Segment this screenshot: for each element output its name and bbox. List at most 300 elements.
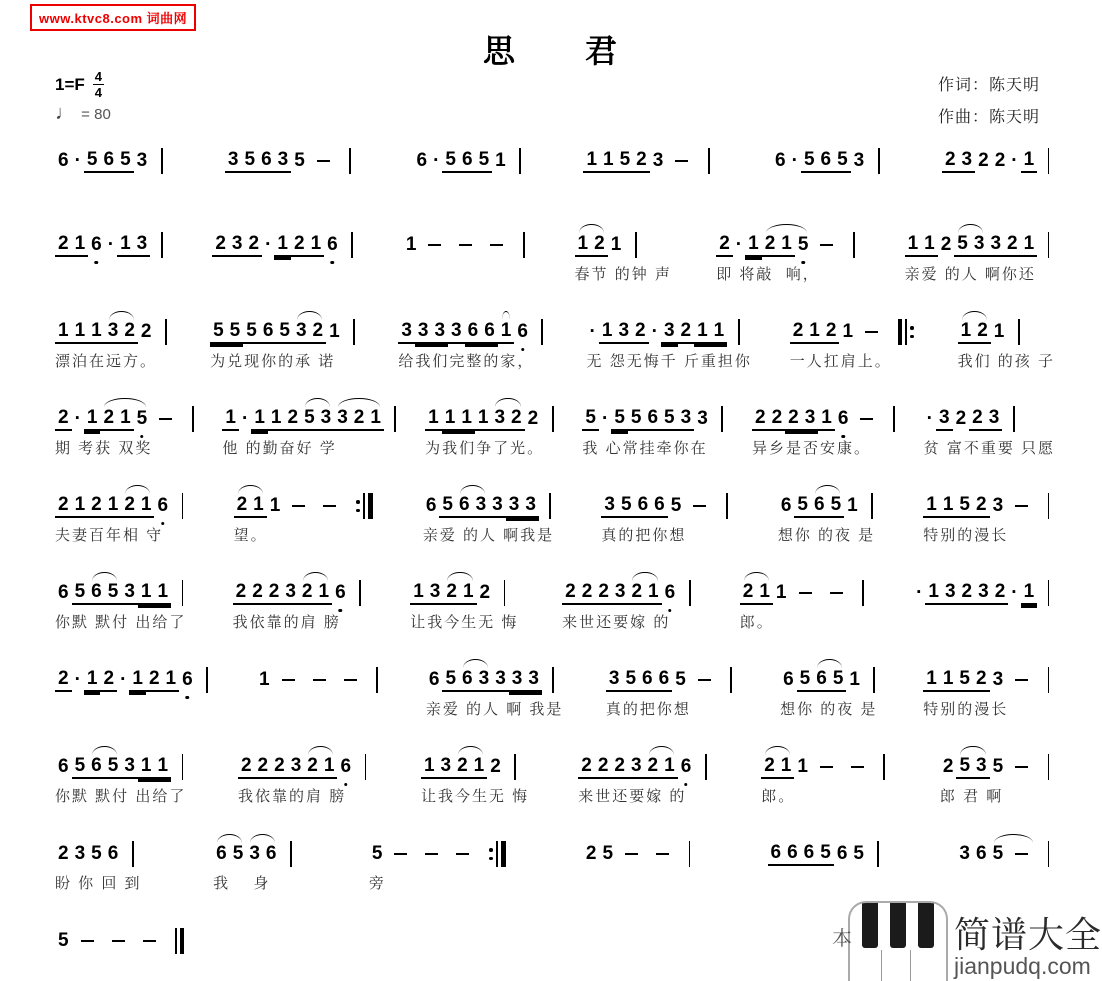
- measure: [55, 742, 189, 806]
- note: 2: [740, 581, 757, 605]
- note: 3: [121, 755, 138, 779]
- measure: [583, 829, 696, 890]
- lyric-row: 为我们争了光。: [425, 440, 545, 457]
- barline-single: [720, 406, 725, 432]
- note: 2: [974, 320, 991, 344]
- note: 6: [107, 843, 119, 864]
- lyric-row: 想你 的夜 是: [780, 701, 878, 718]
- barline-single: [130, 841, 135, 867]
- note: 5: [105, 581, 122, 605]
- note: 3: [318, 407, 335, 431]
- notation-row: [587, 307, 752, 345]
- lyric-row: [583, 179, 715, 197]
- note: 1: [778, 755, 795, 779]
- note: 2: [562, 581, 579, 605]
- lyric-row: 特别的漫长: [923, 527, 1009, 544]
- lyric-row: 亲爱 的人 啊 我是: [425, 701, 564, 718]
- note: 1: [1021, 581, 1038, 605]
- notation-row: [583, 829, 696, 867]
- barline-single: [876, 148, 881, 174]
- note: 2: [238, 755, 255, 779]
- key-label: 1=F: [55, 74, 85, 94]
- note: 6: [783, 669, 794, 690]
- note: 3: [431, 320, 448, 344]
- note: 1: [694, 320, 711, 344]
- note: 5: [618, 494, 635, 518]
- duration-dash: [865, 331, 878, 333]
- note: 1: [925, 581, 942, 605]
- barline-thick: [368, 493, 373, 519]
- barline-single: [872, 667, 877, 693]
- lyric-row: 你默 默付 出给了: [55, 788, 187, 805]
- lyric-row: 给我们完整的家，: [398, 353, 535, 370]
- note: 6: [811, 494, 828, 518]
- note: 3: [438, 755, 455, 779]
- note: 6: [260, 320, 277, 344]
- note: 2: [940, 234, 952, 255]
- note: 2: [578, 755, 595, 779]
- note: 6: [425, 495, 437, 516]
- measure: [923, 481, 1055, 545]
- note: 2: [88, 494, 105, 518]
- note: 3: [959, 149, 976, 173]
- barline-thin: [549, 493, 551, 519]
- barline-thin: [853, 232, 855, 258]
- lyric-row: 真的把你想: [601, 527, 687, 544]
- lyric-row: 特别的漫长: [923, 701, 1009, 718]
- measure: [578, 742, 712, 806]
- barline-single: [159, 148, 164, 174]
- notation-row: [582, 394, 728, 432]
- notation-row: [740, 568, 870, 606]
- note: 1: [471, 755, 488, 779]
- augmentation-dot: ·: [735, 234, 743, 255]
- lyric-row: [913, 611, 1055, 629]
- note: 3: [661, 320, 678, 344]
- measure: [233, 568, 367, 632]
- measure: [740, 568, 870, 632]
- note: 3: [971, 233, 988, 257]
- note: 5: [675, 669, 686, 690]
- barline-thin: [1048, 148, 1050, 174]
- note: 1: [55, 320, 72, 344]
- notation-row: [212, 220, 358, 258]
- note: 2: [55, 407, 72, 431]
- note: 3: [525, 668, 542, 692]
- duration-dash: [675, 160, 688, 162]
- note: 1: [421, 755, 438, 779]
- note: 3: [136, 150, 148, 171]
- barline-single: [350, 232, 355, 258]
- note: 2: [212, 233, 229, 257]
- measure: [905, 220, 1055, 284]
- measure: [582, 394, 728, 458]
- note: 6: [100, 149, 117, 173]
- measure: [923, 655, 1055, 719]
- repeat-dot: [356, 500, 360, 504]
- lyric-row: [414, 179, 527, 197]
- barline-thin: [363, 493, 365, 519]
- barline-thin: [496, 841, 498, 867]
- note: 6: [58, 150, 69, 171]
- note: 2: [443, 581, 460, 605]
- note: 5: [670, 495, 682, 516]
- notation-row: [55, 916, 190, 954]
- notation-row: [780, 655, 881, 693]
- note: 3: [987, 233, 1004, 257]
- barline-single: [1046, 841, 1051, 867]
- repeat-dots: [489, 848, 493, 860]
- barline-single: [851, 232, 856, 258]
- augmentation-dot: ·: [601, 408, 609, 429]
- note: 6: [428, 669, 440, 690]
- slur-arc: [628, 581, 661, 605]
- note: 3: [492, 668, 509, 692]
- measure: [423, 481, 557, 545]
- note: 3: [105, 320, 122, 344]
- note: 1: [993, 321, 1005, 342]
- note: 1: [923, 494, 940, 518]
- duration-dash: [656, 853, 669, 855]
- barline-begin-repeat: [896, 319, 916, 345]
- barline-single: [205, 667, 210, 693]
- note: 5: [661, 407, 678, 431]
- note: 3: [697, 408, 708, 429]
- note: 5: [956, 494, 973, 518]
- note: 2: [527, 408, 539, 429]
- note: 3: [491, 407, 508, 431]
- note: 6: [651, 494, 668, 518]
- white-key-divider: [881, 950, 883, 981]
- music-line: [55, 829, 1055, 893]
- note: 3: [992, 669, 1004, 690]
- notation-row: [55, 829, 142, 867]
- white-key-divider: [910, 950, 912, 981]
- note: 2: [591, 233, 608, 257]
- barline-thin: [878, 148, 880, 174]
- barline-thin: [161, 232, 163, 258]
- lyric-row: [55, 179, 168, 197]
- note: 3: [628, 755, 645, 779]
- measure: [398, 307, 548, 371]
- notation-row: [562, 568, 696, 606]
- note: 5: [439, 494, 456, 518]
- barline-thin: [523, 232, 525, 258]
- measure: [225, 136, 357, 197]
- duration-dash: [159, 418, 172, 420]
- barline-thin: [175, 928, 177, 954]
- music-line: [55, 481, 1055, 545]
- note: 3: [509, 668, 526, 692]
- note: 1: [154, 581, 171, 605]
- note: 1: [905, 233, 922, 257]
- lyric-row: [772, 179, 885, 197]
- barline-single: [1046, 667, 1051, 693]
- slur-arc: [762, 233, 812, 257]
- lyricist-credit: 作词：陈天明: [937, 77, 1040, 94]
- notation-row: [55, 307, 172, 345]
- repeat-dot: [356, 509, 360, 513]
- barline-thin: [206, 667, 208, 693]
- note: 1: [575, 233, 592, 257]
- note: 6: [88, 755, 105, 779]
- barline-thin: [1048, 232, 1050, 258]
- barline-single: [687, 841, 692, 867]
- note: 5: [442, 149, 459, 173]
- barline-single: [180, 580, 185, 606]
- note: 2: [58, 843, 69, 864]
- note: 5: [992, 843, 1004, 864]
- barline-thin: [353, 319, 355, 345]
- slur-arc: [761, 755, 794, 779]
- tempo-marking: [55, 102, 111, 125]
- key-signature: [55, 70, 104, 99]
- note: 1: [921, 233, 938, 257]
- note: 5: [828, 494, 845, 518]
- barline-single: [393, 406, 398, 432]
- note: 3: [121, 581, 138, 605]
- lyric-row: 郎 君 啊: [939, 788, 1004, 805]
- music-line: [55, 136, 1055, 197]
- duration-dash: [1015, 853, 1028, 855]
- measure: [790, 307, 920, 371]
- lyric-row: [256, 698, 383, 716]
- composer-credit: 作曲：陈天明: [937, 109, 1040, 126]
- lyric-row: 你默 默付 出给了: [55, 614, 187, 631]
- augmentation-dot: ·: [107, 234, 115, 255]
- note: 5: [611, 407, 628, 431]
- note: 3: [615, 320, 632, 344]
- note: 6: [258, 149, 275, 173]
- lyric-row: 郎。: [761, 788, 796, 805]
- note: 1: [940, 494, 957, 518]
- slur-arc: [334, 407, 384, 431]
- barline-thin: [871, 493, 873, 519]
- note: 2: [146, 668, 163, 692]
- augmentation-dot: ·: [1011, 150, 1018, 171]
- note: 2: [716, 233, 733, 257]
- barline-single: [703, 754, 708, 780]
- slur-arc: [454, 755, 487, 779]
- note: 1: [1021, 233, 1038, 257]
- notation-row: [234, 481, 379, 519]
- barline-thin: [192, 406, 194, 432]
- lyric-row: [403, 263, 530, 281]
- lyric-row: 一人扛肩上。: [789, 353, 892, 370]
- note: 3: [936, 407, 953, 431]
- lyric-row: [583, 872, 696, 890]
- note: 1: [138, 581, 155, 605]
- barline-single: [521, 232, 526, 258]
- repeat-dot: [489, 848, 493, 852]
- notation-row: [414, 136, 527, 174]
- measure: [55, 655, 214, 716]
- music-line: [55, 742, 1055, 806]
- measure: [562, 568, 696, 632]
- note: 2: [579, 581, 596, 605]
- barline-thin: [1048, 841, 1050, 867]
- note: 1: [321, 755, 338, 779]
- duration-dash: [394, 853, 407, 855]
- note: 1: [129, 668, 146, 692]
- barline-single: [352, 319, 357, 345]
- lyric-row: [225, 179, 357, 197]
- augmentation-dot: ·: [916, 582, 923, 603]
- brand-url: jianpudq.com: [953, 952, 1091, 979]
- barline-single: [861, 580, 866, 606]
- notation-row: [55, 136, 168, 174]
- piano-keys-icon: [848, 901, 948, 981]
- note: 1: [154, 755, 171, 779]
- notation-row: [213, 829, 297, 867]
- note: 5: [232, 843, 244, 864]
- duration-dash: [425, 853, 438, 855]
- measure: [55, 916, 190, 977]
- note: 2: [959, 581, 976, 605]
- lyric-row: 亲爱 的人 啊你还: [904, 266, 1036, 283]
- duration-dash: [1015, 505, 1028, 507]
- measure: [55, 829, 142, 893]
- note: 5: [243, 320, 260, 344]
- barline-thin: [365, 754, 367, 780]
- note: 2: [479, 582, 491, 603]
- note: 3: [334, 407, 351, 431]
- measure: [716, 220, 860, 284]
- note: 5: [117, 149, 134, 173]
- barline-thin: [721, 406, 723, 432]
- duration-dash: [820, 766, 833, 768]
- note: 6: [58, 582, 69, 603]
- repeat-dot: [910, 326, 914, 330]
- barline-single: [190, 406, 195, 432]
- note: 5: [58, 930, 69, 951]
- brand-text: [953, 913, 1102, 981]
- quarter-note-icon: ♩: [55, 102, 75, 124]
- note: 1: [138, 755, 155, 779]
- note: 3: [415, 320, 432, 344]
- notation-row: [583, 136, 715, 174]
- notation-row: [752, 394, 900, 432]
- note: 2: [234, 494, 251, 518]
- note: 6: [976, 843, 987, 864]
- barline-thin: [376, 667, 378, 693]
- time-signature: [93, 70, 104, 99]
- note: 2: [249, 581, 266, 605]
- note: 2: [785, 407, 802, 431]
- slur-arc: [246, 843, 279, 865]
- note: 2: [508, 407, 525, 431]
- music-line: [55, 655, 1055, 719]
- measure: [222, 394, 401, 458]
- measure: [425, 394, 559, 458]
- slur-arc: [811, 494, 844, 518]
- note: 3: [522, 494, 539, 518]
- duration-dash: [490, 244, 503, 246]
- barline-thin: [132, 841, 134, 867]
- slur-arc: [234, 494, 267, 518]
- note: 5: [795, 234, 812, 256]
- measure: [55, 136, 168, 197]
- lyric-row: 望。: [233, 527, 268, 544]
- notation-row: [398, 307, 548, 345]
- notation-row: [403, 220, 530, 258]
- note: 6: [58, 756, 69, 777]
- note: 1: [745, 233, 762, 257]
- note: 6: [179, 669, 196, 691]
- measure: [410, 568, 518, 632]
- lyric-row: 郎。: [739, 614, 774, 631]
- barline-thin: [182, 754, 184, 780]
- note: 2: [678, 320, 695, 344]
- note: 2: [992, 581, 1009, 605]
- note: 2: [140, 321, 152, 342]
- note: 3: [288, 755, 305, 779]
- lyric-row: 我依靠的肩 膀: [237, 788, 347, 805]
- note: 2: [611, 755, 628, 779]
- notation-row: [55, 568, 189, 606]
- measure: [55, 220, 168, 281]
- measure: [426, 655, 564, 719]
- note: 3: [975, 581, 992, 605]
- measure: [234, 481, 379, 545]
- barline-single: [1016, 319, 1021, 345]
- measure: [956, 829, 1055, 890]
- note: 2: [632, 320, 649, 344]
- site-watermark-text: www.ktvc8.com 词曲网: [39, 11, 188, 26]
- lyric-row: 我 心常挂牵你在: [582, 440, 708, 457]
- notation-row: [716, 220, 860, 258]
- lyric-row: [956, 872, 1055, 890]
- slur-arc: [459, 668, 492, 692]
- barline-thin: [905, 319, 907, 345]
- slur-arc: [956, 755, 989, 779]
- duration-dash: [698, 679, 711, 681]
- lyric-row: 想你 的夜 是: [777, 527, 876, 544]
- barline-thin: [877, 841, 879, 867]
- slur-arc: [88, 755, 121, 779]
- note: 1: [711, 320, 728, 344]
- notation-row: [55, 742, 189, 780]
- lyric-row: 亲爱 的人 啊我是: [422, 527, 555, 544]
- note: 6: [88, 581, 105, 605]
- time-signature-top: 4: [94, 69, 103, 84]
- note: 2: [761, 755, 778, 779]
- note: 3: [293, 320, 310, 344]
- note: 5: [602, 843, 614, 864]
- barline-single: [633, 232, 638, 258]
- note: 1: [958, 320, 975, 344]
- note: 3: [489, 494, 506, 518]
- note: 3: [225, 149, 242, 173]
- duration-dash: [625, 853, 638, 855]
- measure: [212, 220, 358, 281]
- barline-single: [706, 148, 711, 174]
- barline-thin: [161, 148, 163, 174]
- note: 1: [117, 233, 134, 257]
- note: 5: [992, 756, 1004, 777]
- footer-watermark: [832, 901, 1102, 981]
- lyric-row: 期 考获 双奖: [55, 440, 153, 457]
- note: 6: [768, 842, 785, 866]
- barline-single: [288, 841, 293, 867]
- note: 6: [216, 843, 227, 864]
- note: 6: [784, 842, 801, 866]
- lyric-row: [942, 179, 1055, 197]
- lyric-row: 异乡是否安康。: [751, 440, 871, 457]
- music-line: [55, 220, 1055, 284]
- barline-single: [1046, 754, 1051, 780]
- note: 5: [853, 843, 864, 864]
